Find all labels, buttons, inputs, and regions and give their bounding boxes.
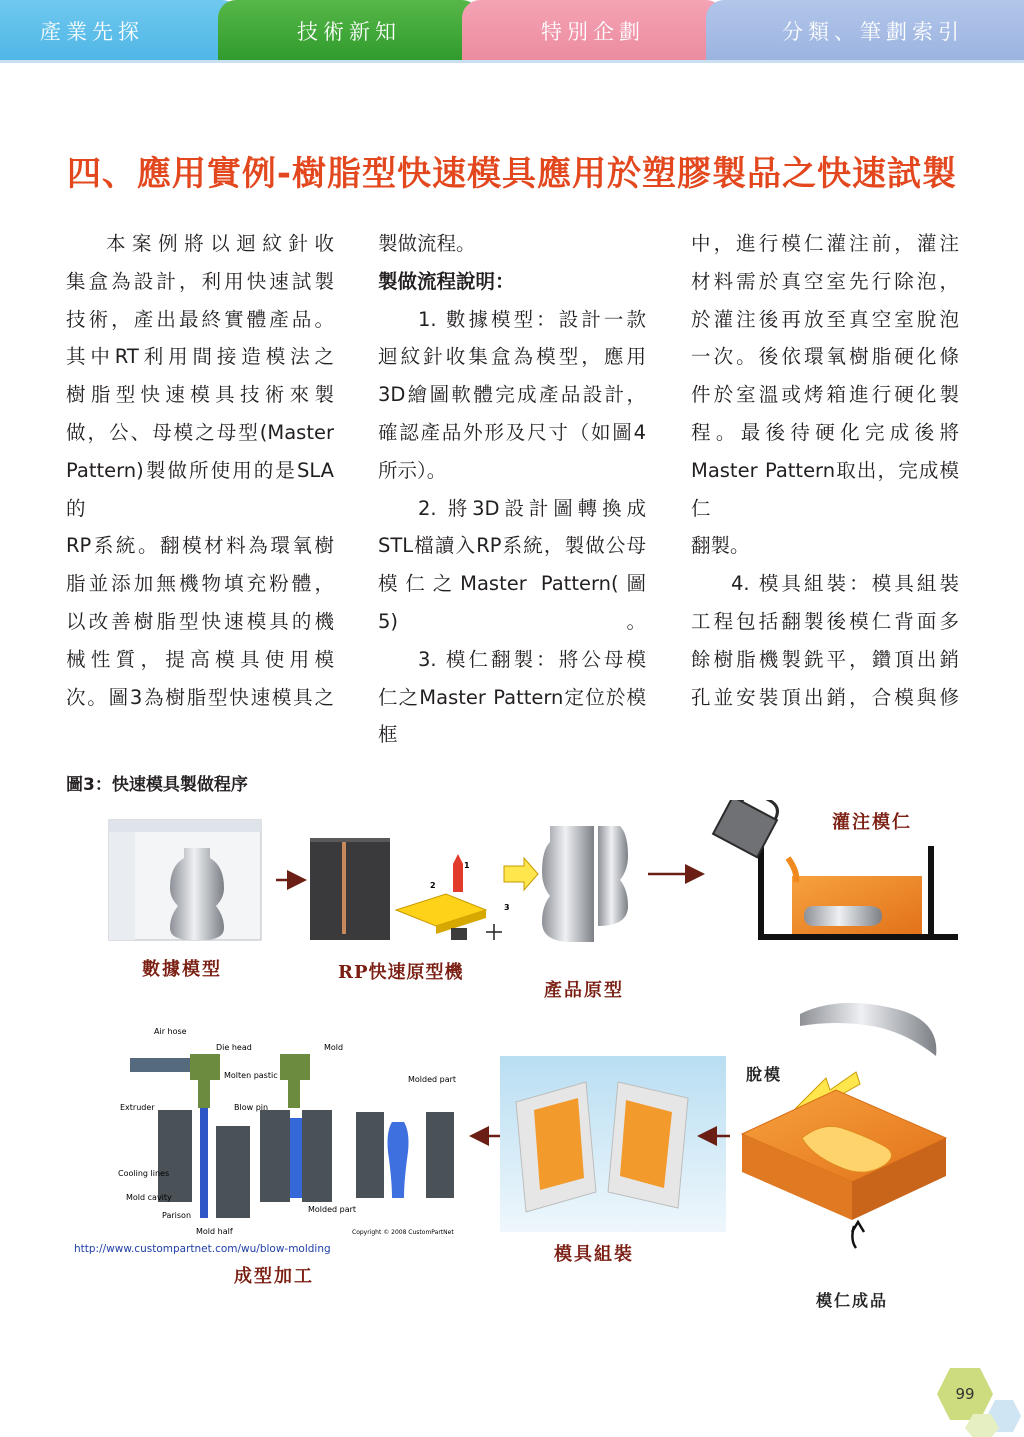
text-line: STL檔讀入RP系統，製做公母 [378,534,646,558]
mold-assembly [500,1056,726,1232]
label-molded-part: Molded part [308,1205,357,1214]
label-mold: Mold [324,1043,344,1052]
section-tabs [0,0,1024,62]
text-line: 3D繪圖軟體完成產品設計， [378,383,646,407]
label-demold: 脫模 [746,1065,783,1084]
yellow-arrow-icon [504,858,538,890]
text-column-1 [66,225,334,716]
process-heading: 製做流程說明： [378,269,515,293]
text-line: 中，進行模仁灌注前，灌注 [691,232,959,255]
text-column-3 [691,225,959,716]
cad-screenshot [109,820,261,940]
text-line: 脂並添加無機物填充粉體， [66,572,334,596]
diagram-copyright: Copyright © 2008 CustomPartNet [352,1229,454,1236]
text-line: 2. 將3D設計圖轉換成 [418,496,646,520]
text-line: 其中RT利用間接造模法之 [66,345,334,369]
label-cooling-lines: Cooling lines [118,1169,170,1178]
text-line: 技術，產出最終實體產品。 [66,307,334,331]
text-line: 3. 模仁翻製：將公母模 [418,647,646,671]
rp-axis-label: 1 [464,861,470,870]
tab-industry-exploration[interactable] [0,0,240,62]
text-line: 件於室溫或烤箱進行硬化製 [691,383,959,407]
text-line: 本案例將以迴紋針收 [106,232,334,255]
label-molded-part: Molded part [408,1075,457,1084]
text-line: 製做流程。 [378,232,476,255]
label-casting: 灌注模仁 [832,812,912,833]
tab-label: 技術新知 [297,20,401,44]
text-line: 工程包括翻製後模仁背面多 [691,609,959,633]
label-extruder: Extruder [120,1103,155,1112]
tab-label: 產業先探 [40,20,144,44]
text-line: 一次。後依環氧樹脂硬化條 [691,345,959,369]
text-line: 做，公、母模之母型(Master [66,420,334,444]
text-line: 1. 數據模型：設計一款 [418,307,646,331]
article-title: 四、應用實例-樹脂型快速模具應用於塑膠製品之快速試製 [66,154,958,194]
text-line: 樹脂型快速模具技術來製 [66,383,334,407]
text-line: 確認產品外形及尺寸（如圖4 [378,420,646,444]
label-assembly: 模具組裝 [554,1244,634,1265]
text-line: 次。圖3為樹脂型快速模具之 [66,685,334,709]
label-parison: Parison [162,1211,192,1220]
text-line: 翻製。 [691,534,750,558]
tab-label: 分類、筆劃索引 [782,20,964,44]
label-die-head: Die head [216,1043,252,1052]
text-line: 迴紋針收集盒為模型，應用 [378,345,646,369]
text-line: 仁之Master Pattern定位於模框 [378,685,646,747]
label-forming: 成型加工 [234,1266,314,1287]
label-core-product: 模仁成品 [816,1291,889,1310]
tab-index[interactable] [706,0,1024,62]
text-line: 4. 模具組裝：模具組裝 [731,572,959,596]
page-number-badge [935,1366,995,1422]
demolded-core [742,1003,946,1248]
tab-technology-news[interactable] [218,0,480,62]
text-line: 於灌注後再放至真空室脫泡 [691,307,959,331]
rapid-tooling-process-figure [66,800,966,1320]
text-line: 以改善樹脂型快速模具的機 [66,609,334,633]
label-data-model: 數據模型 [142,959,222,980]
label-molten-plastic: Molten pastic [224,1071,278,1080]
text-line: Pattern)製做所使用的是SLA的 [66,458,334,520]
rp-machine-icon [310,838,510,940]
label-rp-machine: RP快速原型機 [338,962,464,983]
rp-axis-label: 3 [504,903,510,912]
text-column-2 [378,225,646,754]
text-line: 所示）。 [378,458,447,482]
label-air-hose: Air hose [154,1027,187,1036]
figure-caption: 圖3：快速模具製做程序 [66,775,248,795]
text-line: 程。最後待硬化完成後將 [691,420,959,444]
page-number: 99 [955,1385,975,1403]
tab-label: 特別企劃 [541,20,645,44]
source-url: http://www.custompartnet.com/wu/blow-molding [74,1243,331,1255]
text-line: 孔並安裝頂出銷，合模與修 [691,685,959,709]
prototype-halves [542,826,628,942]
label-mold-half: Mold half [196,1227,233,1236]
label-mold-cavity: Mold cavity [126,1193,172,1202]
text-line: 械性質，提高模具使用模 [66,647,334,671]
tab-special-feature[interactable] [462,0,724,62]
text-line: 材料需於真空室先行除泡， [691,269,959,293]
text-line: RP系統。翻模材料為環氧樹 [66,534,334,558]
label-prototype: 產品原型 [544,980,624,1001]
rp-axis-label: 2 [430,881,436,890]
text-line: 餘樹脂機製銑平，鑽頂出銷 [691,647,959,671]
process-illustration [66,800,966,1320]
text-line: 集盒為設計，利用快速試製 [66,269,334,293]
label-blow-pin: Blow pin [234,1103,269,1112]
text-line: Master Pattern取出，完成模仁 [691,458,959,520]
text-line: 模仁之Master Pattern(圖5)。 [378,572,646,633]
blow-molding-diagram [108,1022,458,1240]
tab-divider [0,60,1024,63]
